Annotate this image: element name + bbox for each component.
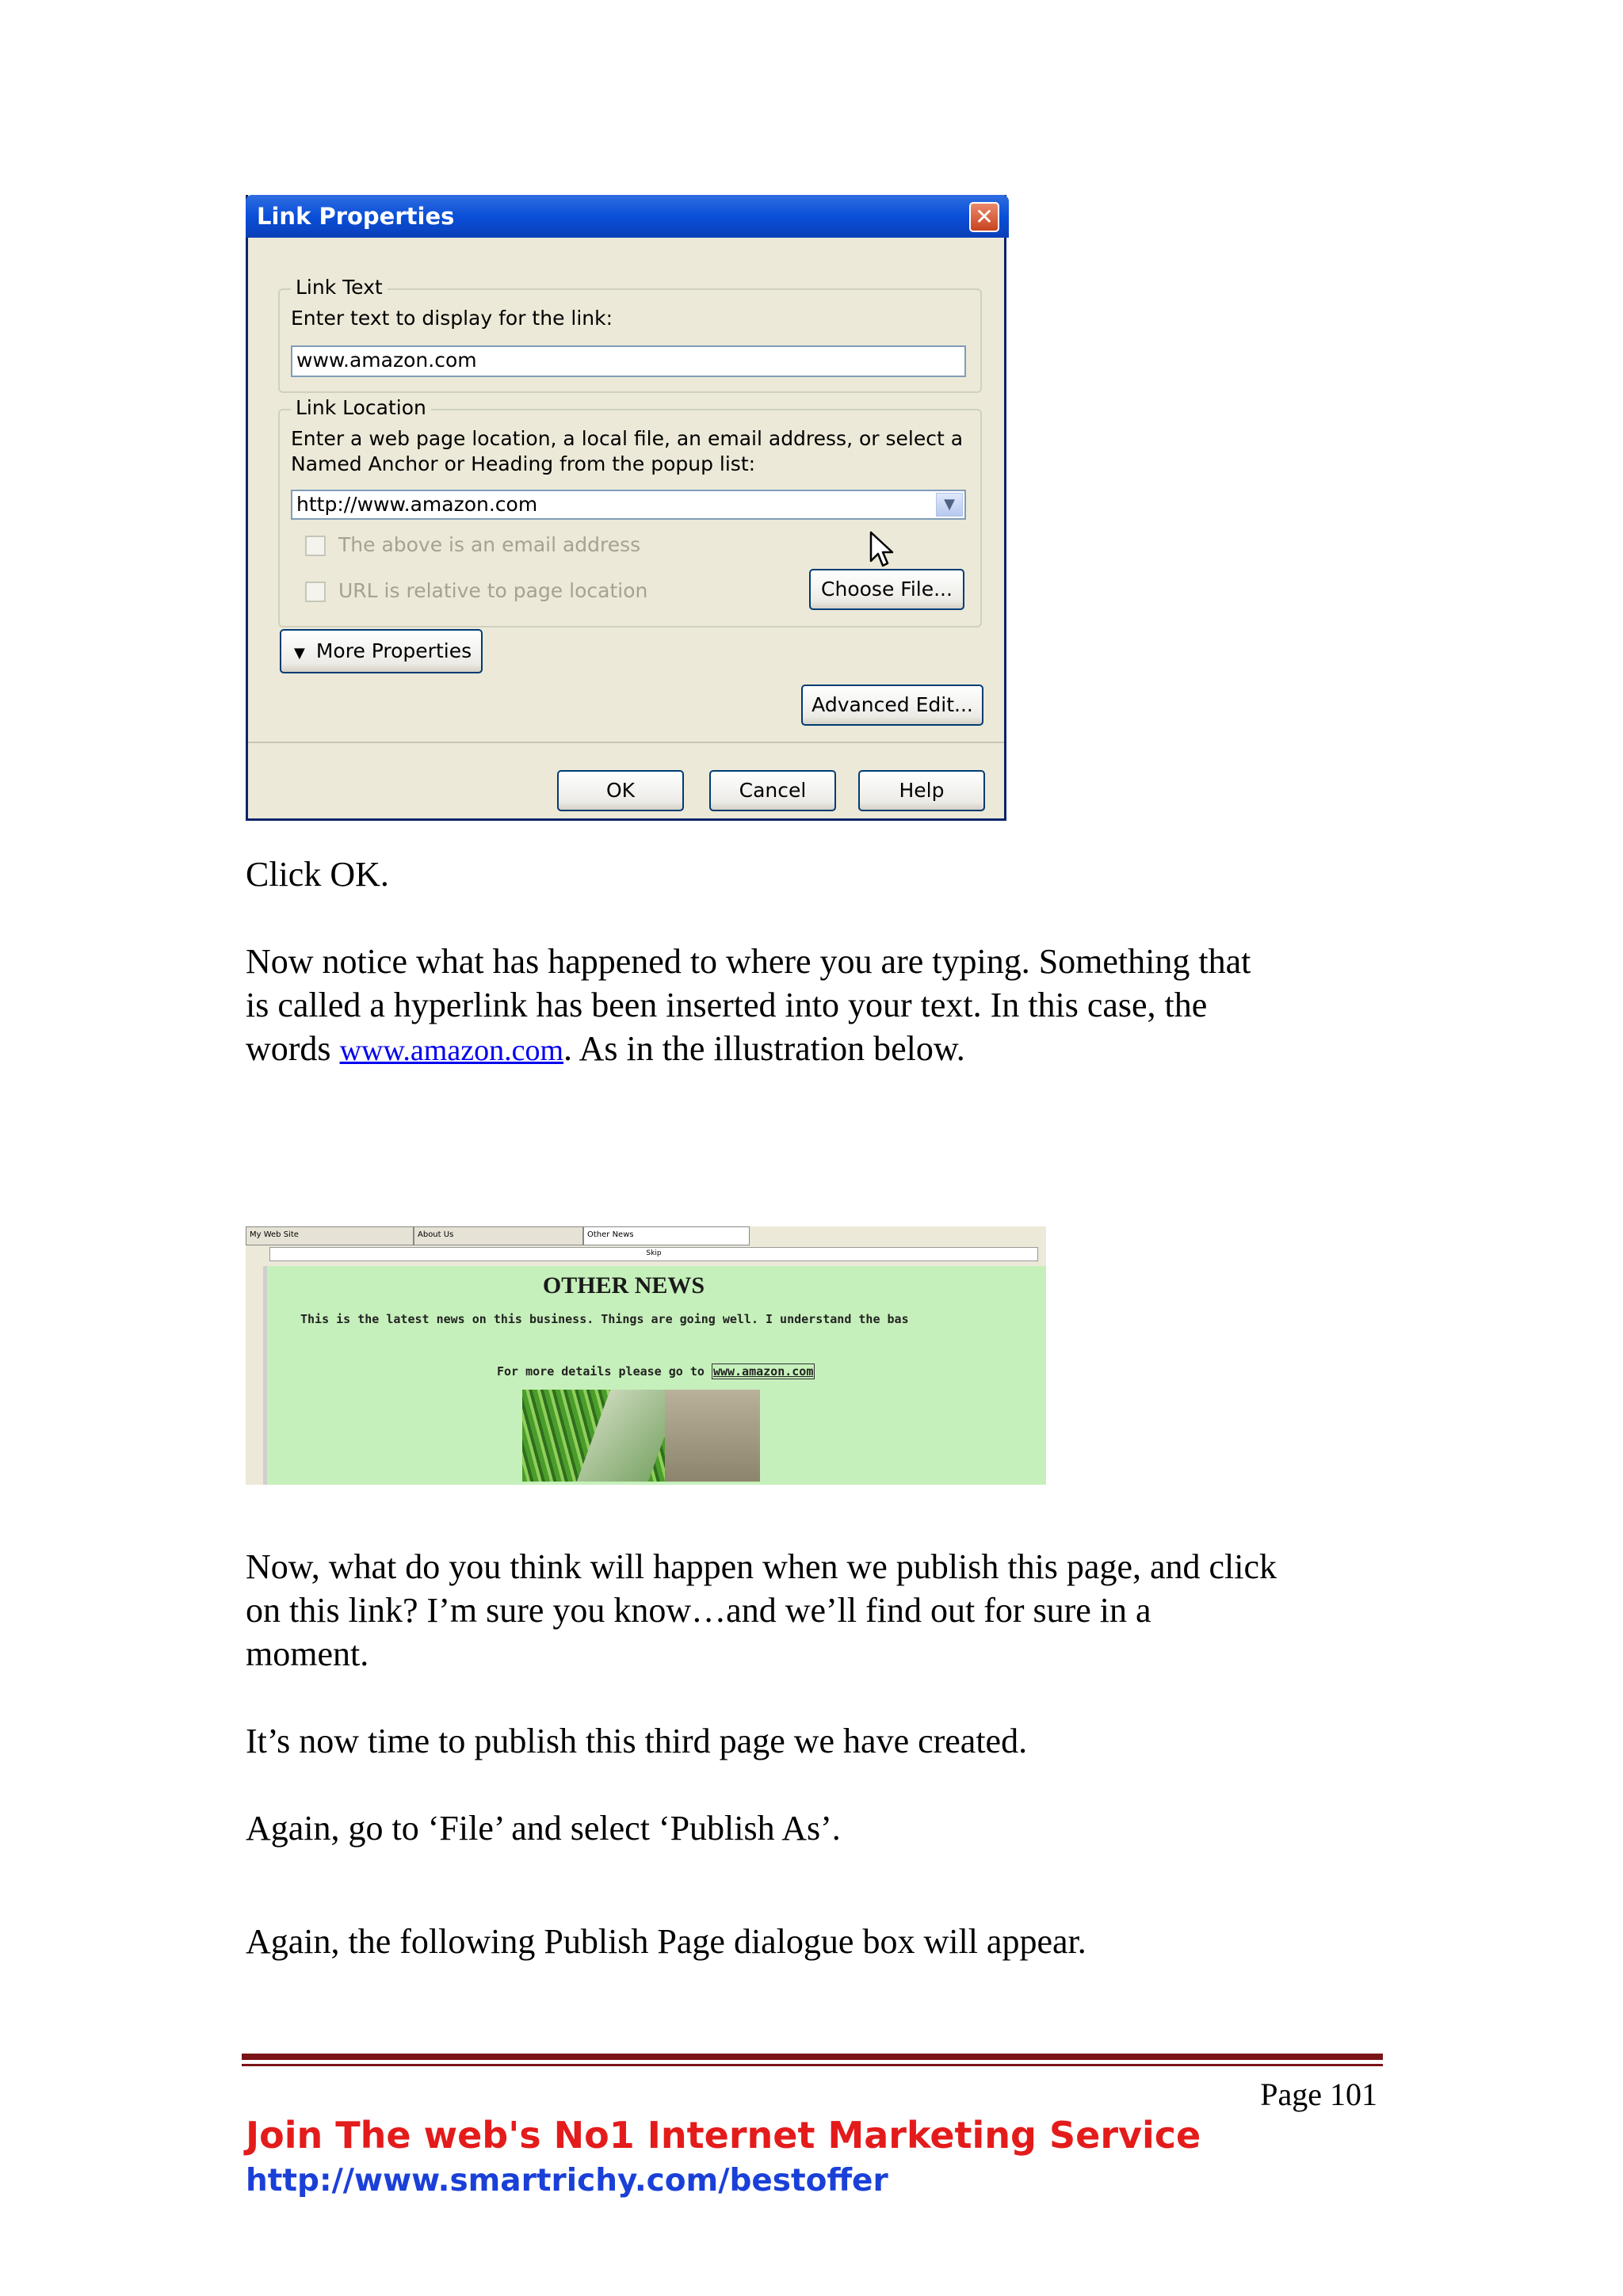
more-properties-button[interactable] [280,629,483,673]
p3-line1: Now, what do you think will happen when we publish this page, and click [246,1547,1277,1586]
help-button[interactable]: Help [858,770,985,811]
cancel-button[interactable]: Cancel [709,770,836,811]
link-location-prompt-2: Named Anchor or Heading from the popup list: [291,452,756,475]
p2-line3-pre: words [246,1029,340,1068]
more-properties-label: More Properties [315,639,472,662]
link-location-prompt-1: Enter a web page location, a local file, an email address, or select a [291,427,964,450]
news-line-2 [497,1364,815,1379]
mouse-cursor-icon [869,531,895,569]
footer-rule-thick [242,2054,1383,2060]
link-location-legend: Link Location [291,396,431,419]
p2-line3 [246,1027,1251,1073]
news-heading: OTHER NEWS [542,1272,705,1299]
choose-file-button[interactable]: Choose File... [809,569,964,610]
chevron-down-icon[interactable]: ▼ [936,493,963,517]
link-location-value: http://www.amazon.com [296,493,538,516]
footer-rule-thin [242,2064,1383,2066]
link-text-legend: Link Text [291,276,388,299]
advanced-edit-button[interactable]: Advanced Edit... [801,685,983,726]
click-ok-text: Click OK. [246,855,389,894]
email-checkbox[interactable] [305,536,326,556]
tab-my-web-site[interactable]: My Web Site [246,1226,414,1245]
link-text-prompt: Enter text to display for the link: [291,307,613,330]
p3-line2: on this link? I’m sure you know…and we’ll find out for sure in a [246,1591,1151,1630]
ok-button[interactable]: OK [557,770,684,811]
editor-screenshot [246,1226,1046,1485]
paragraph-file-publish-as: Again, go to ‘File’ and select ‘Publish As’. [246,1809,841,1848]
news-line-1: This is the latest news on this business. Things are going well. I understand the bas [300,1312,909,1326]
editor-ruler: Skip [269,1247,1038,1261]
tab-other-news[interactable]: Other News [583,1226,750,1245]
paragraph-dialogue-appear: Again, the following Publish Page dialogue box will appear. [246,1922,1086,1961]
link-location-group [278,396,982,627]
dialog-titlebar [246,195,1009,238]
promo-headline: Join The web's No1 Internet Marketing Service [246,2114,1201,2157]
amazon-link[interactable]: www.amazon.com [339,1034,564,1067]
news-amazon-link[interactable]: www.amazon.com [712,1364,814,1379]
editor-canvas[interactable] [263,1266,1046,1485]
dialog-title: Link Properties [257,203,455,230]
p2-line1: Now notice what has happened to where you are typing. Something that [246,942,1251,981]
tab-about-us[interactable]: About Us [414,1226,583,1245]
page-number: Page 101 [1260,2077,1377,2112]
p3-line3: moment. [246,1634,369,1673]
promo-url-link[interactable]: http://www.smartrichy.com/bestoffer [246,2163,888,2199]
link-text-group [278,276,982,393]
email-checkbox-label: The above is an email address [338,533,641,556]
link-properties-dialog [246,195,1006,821]
relative-url-checkbox[interactable] [305,582,326,602]
triangle-down-icon: ▼ [294,645,305,662]
link-text-input[interactable]: www.amazon.com [291,345,966,377]
p2-line3-post: . As in the illustration below. [563,1029,965,1068]
paragraph-hyperlink-inserted [246,940,1251,1073]
paragraph-publish-question [246,1545,1277,1676]
p2-line2: is called a hyperlink has been inserted into your text. In this case, the [246,986,1208,1024]
link-location-combobox[interactable] [291,490,966,520]
paragraph-publish-time: It’s now time to publish this third page we have created. [246,1722,1028,1760]
news-line-2-pre: For more details please go to [497,1364,712,1379]
dialog-separator [248,742,1004,743]
close-icon[interactable]: ✕ [969,202,999,232]
keyboard-image [522,1390,760,1482]
relative-url-checkbox-label: URL is relative to page location [338,579,648,602]
